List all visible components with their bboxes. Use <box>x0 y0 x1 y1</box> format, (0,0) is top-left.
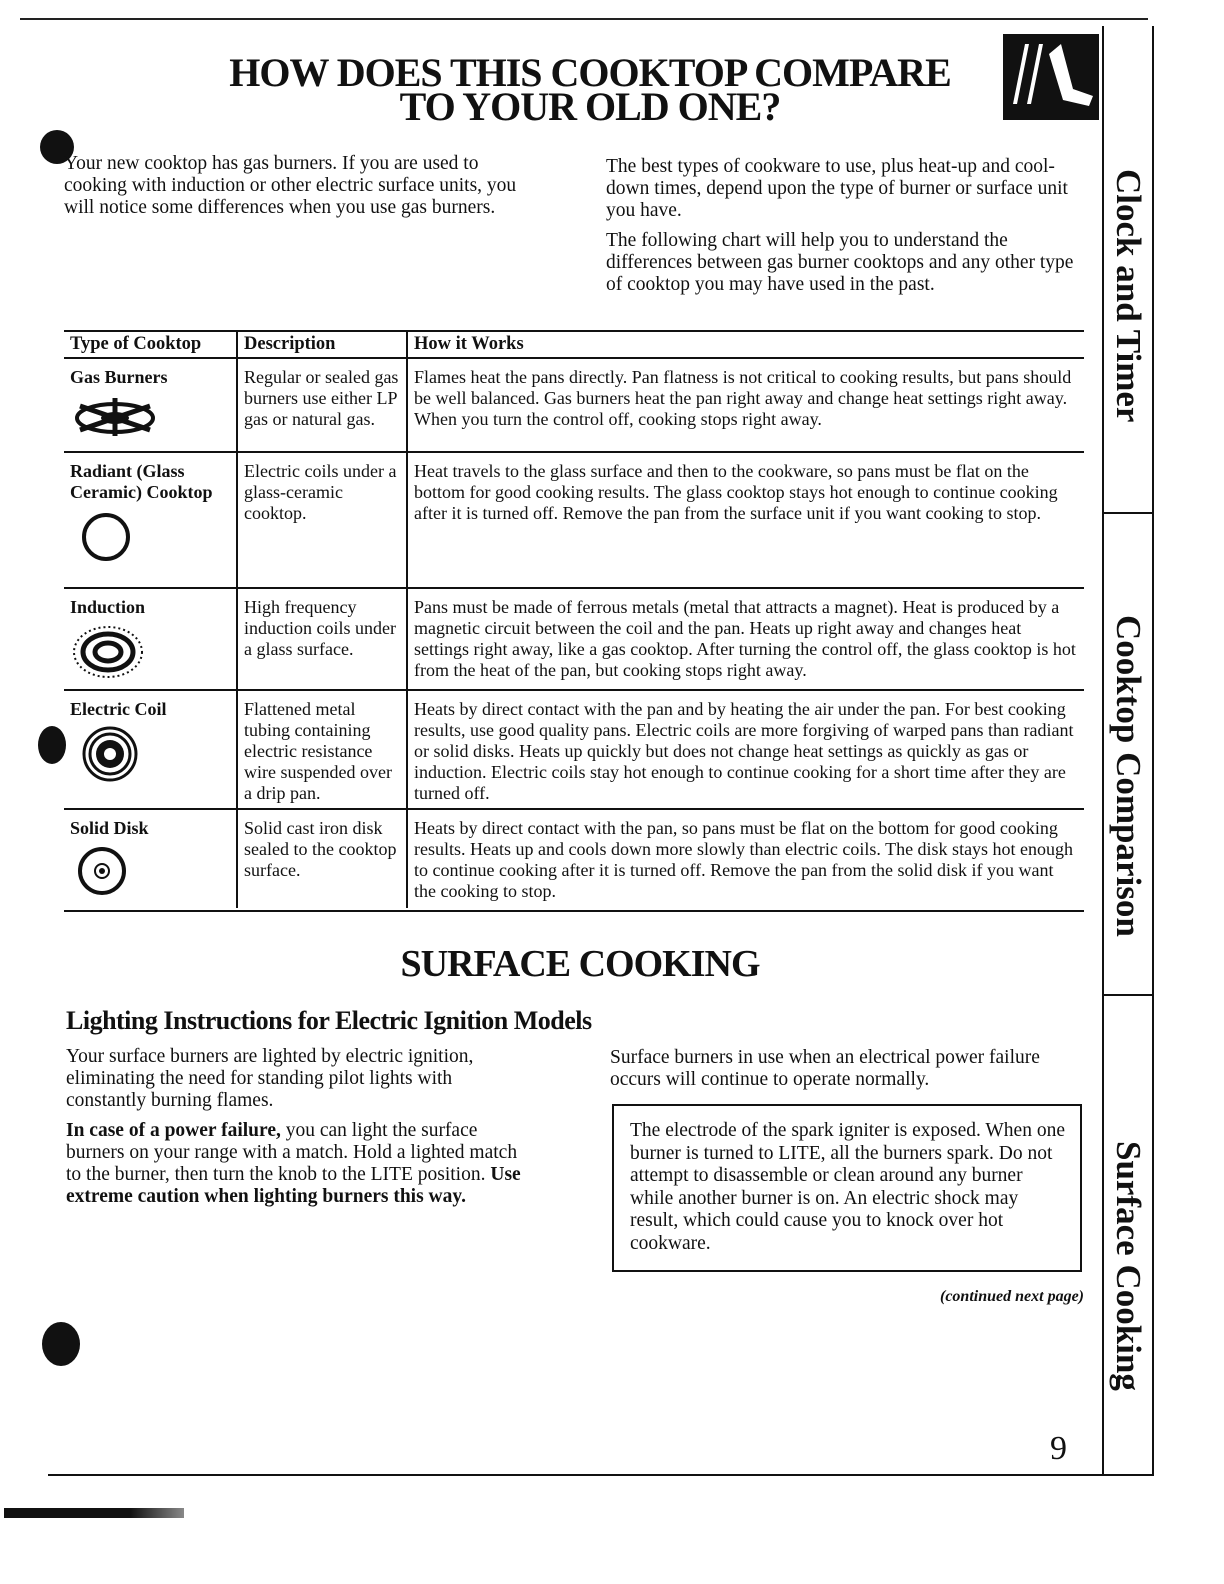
how-it-works-cell: Heats by direct contact with the pan, so pans must be flat on the bottom for good cooking results. Heats up and cools down more slowly than electric coils. The disk stays hot enough to continue cooking after it is turned off. Remove the pan from the solid disk if you want the cooking to stop. <box>414 818 1074 901</box>
section-rule <box>64 910 1084 912</box>
description-cell: Electric coils under a glass-ceramic cooktop. <box>237 452 407 588</box>
intro-right: The best types of cookware to use, plus heat-up and cool-down times, depend upon the type of burner or surface unit you have. The following chart will help you to understand the differences between gas burner cooktops and any other type of cooktop you may have used in the past. <box>606 156 1074 295</box>
table-header-row <box>64 331 1084 358</box>
type-cell: Electric Coil <box>64 690 237 809</box>
induction-icon <box>70 624 230 685</box>
radiant-circle-icon <box>70 509 230 570</box>
column-header: Type of Cooktop <box>64 331 237 358</box>
tab-cooktop-comparison[interactable]: Cooktop Comparison <box>1109 615 1148 937</box>
how-it-works-cell: Heat travels to the glass surface and then to the cookware, so pans must be flat on the bottom for good cooking results. The glass cooktop stays hot enough to continue cooking after it is turned off. Remove the pan from the surface unit if you want cooking to stop. <box>407 452 1084 588</box>
tab-surface-cooking[interactable]: Surface Cooking <box>1109 1141 1148 1391</box>
table-row <box>64 690 1084 809</box>
column-header: How it Works <box>407 331 1084 358</box>
surface-cooking-right: Surface burners in use when an electrical power failure occurs will continue to operate normally. <box>610 1047 1040 1090</box>
section-tabs <box>1102 26 1154 1476</box>
power-failure-instructions: In case of a power failure, you can light the surface burners on your range with a match. Hold a lighted match to the burner, then turn the knob to the LITE position. Use extreme caution when lighting burners this way. <box>66 1120 521 1207</box>
type-cell: Solid Disk <box>64 809 237 908</box>
gas-burner-icon <box>70 394 230 443</box>
section-title: SURFACE COOKING <box>400 943 760 985</box>
top-rule <box>20 18 1148 20</box>
description-cell: Solid cast iron disk sealed to the cooktop surface. <box>237 809 407 908</box>
table-row <box>64 809 1084 908</box>
description-cell: Flattened metal tubing containing electric resistance wire suspended over a drip pan. <box>237 690 407 809</box>
table-row <box>64 358 1084 452</box>
scan-artifact <box>4 1508 184 1518</box>
description-cell: High frequency induction coils under a glass surface. <box>237 588 407 690</box>
type-cell: Gas Burners <box>64 358 237 452</box>
how-it-works-cell: Pans must be made of ferrous metals (metal that attracts a magnet). Heat is produced by a magnetic circuit between the coil and the pan. Heats up right away and changes heat settings right away, like a gas cooktop. After turning the control off, the glass cooktop is hot from the heat of the pan, but cooking stops right away. <box>407 588 1084 690</box>
binder-hole-mark <box>42 1322 80 1366</box>
intro-left: Your new cooktop has gas burners. If you are used to cooking with induction or other electric surface units, you will notice some differences when you use gas burners. <box>64 153 517 218</box>
tab-divider <box>1104 994 1152 996</box>
table-row <box>64 452 1084 588</box>
solid-disk-icon <box>70 845 230 904</box>
manufacturer-logo-icon <box>1003 34 1099 120</box>
binder-hole-mark <box>38 726 66 764</box>
table-row <box>64 588 1084 690</box>
how-it-works-cell: Heats by direct contact with the pan and by heating the air under the pan. For best cooking results, use good quality pans. Electric coils are more forgiving of warped pans than radiant or solid disks. Heats up quickly but does not change heat settings as quickly as gas or induction. Electric coils stay hot enough to continue cooking for a short time after they are turned off. <box>407 690 1084 809</box>
page-number: 9 <box>1050 1430 1067 1467</box>
type-cell: Radiant (Glass Ceramic) Cooktop <box>64 452 237 588</box>
surface-cooking-left: Your surface burners are lighted by electric ignition, eliminating the need for standing pilot lights with constantly burning flames. In case of a power failure, you can light the surface burners on your range with a match. Hold a lighted match to the burner, then turn the knob to the LITE position. Use extreme caution when lighting burners this way. <box>66 1046 536 1216</box>
warning-box: The electrode of the spark igniter is exposed. When one burner is turned to LITE, all the burners spark. Do not attempt to disassemble or clean around any burner while another burner is on. An electric shock may result, which could cause you to knock over hot cookware. <box>612 1104 1082 1272</box>
column-header: Description <box>237 331 407 358</box>
description-cell: Regular or sealed gas burners use either LP gas or natural gas. <box>237 358 407 452</box>
bottom-rule <box>48 1474 1152 1476</box>
how-it-works-cell: Flames heat the pans directly. Pan flatness is not critical to cooking results, but pans should be well balanced. Gas burners heat the pan right away and change heat settings right away. When you turn the control off, cooking stops right away. <box>407 358 1084 452</box>
electric-coil-icon <box>70 726 230 791</box>
continued-note: (continued next page) <box>940 1288 1084 1305</box>
page-title: HOW DOES THIS COOKTOP COMPARE TO YOUR OLD ONE? <box>229 50 951 129</box>
tab-clock-and-timer[interactable]: Clock and Timer <box>1109 169 1148 423</box>
type-cell: Induction <box>64 588 237 690</box>
cooktop-comparison-table <box>64 330 1084 908</box>
tab-divider <box>1104 512 1152 514</box>
section-subtitle: Lighting Instructions for Electric Ignition Models <box>66 1006 592 1035</box>
